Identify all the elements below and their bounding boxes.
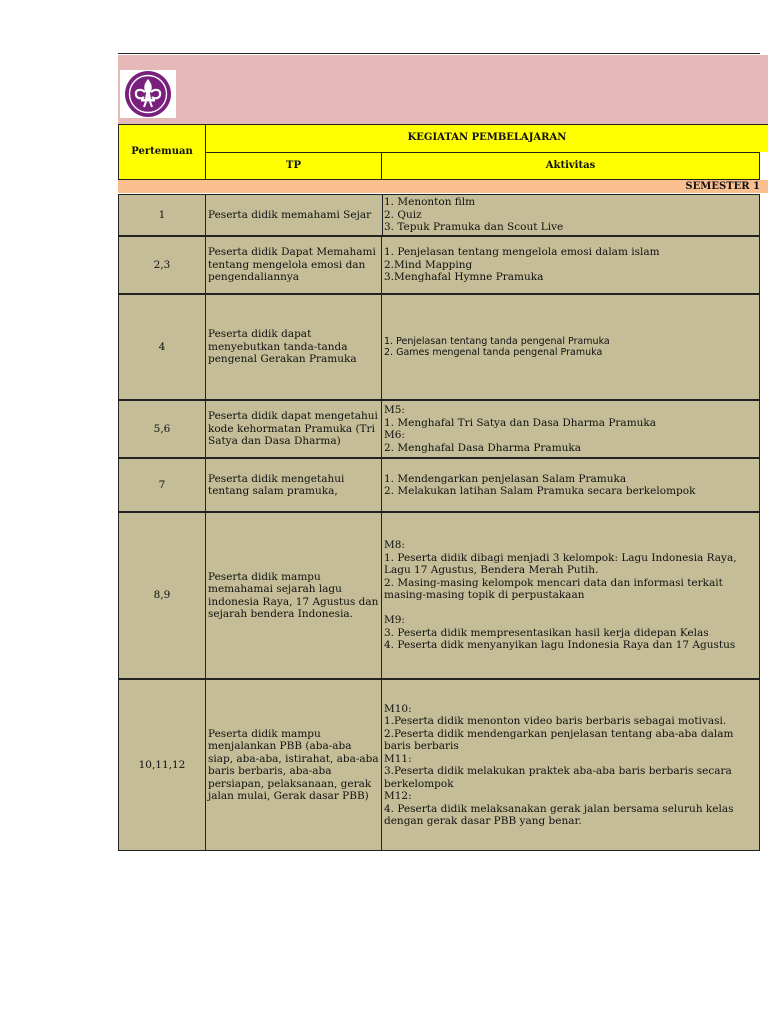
activity-line: 2. Quiz bbox=[384, 208, 422, 221]
header-kegiatan-text: KEGIATAN PEMBELAJARAN bbox=[407, 132, 567, 144]
row-aktivitas bbox=[382, 194, 760, 236]
row-pertemuan bbox=[118, 194, 206, 236]
row-aktivitas bbox=[382, 294, 760, 400]
row-tp bbox=[206, 458, 382, 512]
row-tp bbox=[206, 194, 383, 236]
row-aktivitas bbox=[382, 400, 760, 458]
row-pertemuan bbox=[118, 458, 206, 512]
row-pertemuan-text: 7 bbox=[158, 478, 166, 491]
activity-line: M5: bbox=[384, 404, 405, 416]
header-pertemuan bbox=[118, 124, 206, 180]
row-tp-text: Peserta didik memahami Sejar bbox=[208, 208, 372, 221]
activity-line: M8: bbox=[384, 539, 405, 552]
row-tp-text: Peserta didik mengetahui tentang salam pramuka, bbox=[208, 472, 345, 497]
row-tp-text: Peserta didik dapat mengetahui kode kehormatan Pramuka (Tri Satya dan Dasa Dharma) bbox=[208, 410, 378, 448]
row-pertemuan-text: 5,6 bbox=[153, 422, 171, 435]
row-tp bbox=[206, 512, 382, 679]
row-pertemuan-text: 8,9 bbox=[153, 589, 171, 602]
activity-line: 2.Peserta didik mendengarkan penjelasan tentang aba-aba dalam baris berbaris bbox=[384, 727, 734, 752]
semester-label: SEMESTER 1 bbox=[685, 181, 760, 192]
activity-line: 2.Mind Mapping bbox=[384, 258, 473, 271]
activity-line: 3.Menghafal Hymne Pramuka bbox=[384, 271, 544, 284]
row-tp-text: Peserta didik mampu memahamai sejarah lagu indonesia Raya, 17 Agustus dan sejarah bendera Indonesia. bbox=[208, 570, 379, 620]
activity-line: 2. Menghafal Dasa Dharma Pramuka bbox=[384, 441, 582, 454]
row-tp-text: Peserta didik mampu menjalankan PBB (aba-aba siap, aba-aba, istirahat, aba-aba baris berbaris, aba-aba persiapan, pelaksanaan, gerak jalan mulai, Gerak dasar PBB) bbox=[208, 727, 379, 802]
row-aktivitas bbox=[382, 236, 760, 294]
activity-line: 4. Peserta didik melaksanakan gerak jalan bersama seluruh kelas dengan gerak dasar PBB yang benar. bbox=[384, 802, 734, 827]
activity-line: 3. Tepuk Pramuka dan Scout Live bbox=[384, 221, 564, 234]
row-pertemuan bbox=[118, 294, 206, 400]
header-tp-text: TP bbox=[286, 159, 301, 171]
header-banner bbox=[118, 55, 768, 124]
activity-line: 1. Penjelasan tentang tanda pengenal Pramuka bbox=[384, 336, 610, 347]
activity-line: 2. Masing-masing kelompok mencari data dan informasi terkait masing-masing topik di perpustakaan bbox=[384, 576, 723, 602]
row-pertemuan-text: 4 bbox=[158, 340, 166, 353]
activity-line: 3. Peserta didik mempresentasikan hasil kerja didepan Kelas bbox=[384, 626, 709, 639]
header-tp bbox=[206, 152, 382, 180]
row-pertemuan bbox=[118, 679, 206, 851]
activity-line bbox=[384, 602, 757, 615]
activity-line: 2. Games mengenal tanda pengenal Pramuka bbox=[384, 347, 603, 358]
activity-line: 1. Menonton film bbox=[384, 196, 476, 209]
scout-emblem-icon bbox=[120, 70, 176, 118]
row-tp bbox=[206, 400, 382, 458]
activity-line: M10: bbox=[384, 702, 412, 715]
header-pertemuan-text: Pertemuan bbox=[131, 145, 193, 157]
activity-line: 4. Peserta didk menyanyikan lagu Indonesia Raya dan 17 Agustus bbox=[384, 639, 736, 652]
row-pertemuan bbox=[118, 400, 206, 458]
header-aktivitas bbox=[382, 152, 760, 180]
row-tp bbox=[206, 294, 382, 400]
activity-line: 1.Peserta didik menonton video baris berbaris sebagai motivasi. bbox=[384, 715, 727, 727]
row-pertemuan bbox=[118, 236, 206, 294]
activity-line: M11: bbox=[384, 752, 412, 765]
row-pertemuan-text: 1 bbox=[158, 208, 166, 221]
activity-line: 1. Mendengarkan penjelasan Salam Pramuka bbox=[384, 472, 627, 485]
activity-line: 1. Menghafal Tri Satya dan Dasa Dharma Pramuka bbox=[384, 416, 657, 429]
header-aktivitas-text: Aktivitas bbox=[545, 159, 596, 171]
header-kegiatan bbox=[206, 124, 768, 152]
row-aktivitas bbox=[382, 679, 760, 851]
row-tp-text: Peserta didik Dapat Memahami tentang mengelola emosi dan pengendaliannya bbox=[208, 246, 376, 284]
row-pertemuan-text: 10,11,12 bbox=[138, 758, 186, 771]
activity-line: M9: bbox=[384, 614, 405, 627]
row-tp bbox=[206, 679, 382, 851]
activity-line: 3.Peserta didik melakukan praktek aba-aba baris berbaris secara berkelompok bbox=[384, 765, 732, 790]
row-tp bbox=[206, 236, 382, 294]
row-tp-text: Peserta didik dapat menyebutkan tanda-tanda pengenal Gerakan Pramuka bbox=[208, 328, 357, 366]
activity-line: M6: bbox=[384, 429, 405, 441]
row-pertemuan bbox=[118, 512, 206, 679]
row-aktivitas bbox=[382, 458, 760, 512]
row-pertemuan-text: 2,3 bbox=[153, 258, 171, 271]
row-aktivitas bbox=[382, 512, 760, 679]
activity-line: M12: bbox=[384, 790, 412, 802]
activity-line: 1. Peserta didik dibagi menjadi 3 kelompok: Lagu Indonesia Raya, Lagu 17 Agustus, Bendera Merah Putih. bbox=[384, 551, 737, 577]
activity-line: 1. Penjelasan tentang mengelola emosi dalam islam bbox=[384, 246, 660, 259]
top-border-line bbox=[118, 53, 760, 54]
semester-band bbox=[118, 180, 768, 193]
activity-line: 2. Melakukan latihan Salam Pramuka secara berkelompok bbox=[384, 485, 696, 497]
